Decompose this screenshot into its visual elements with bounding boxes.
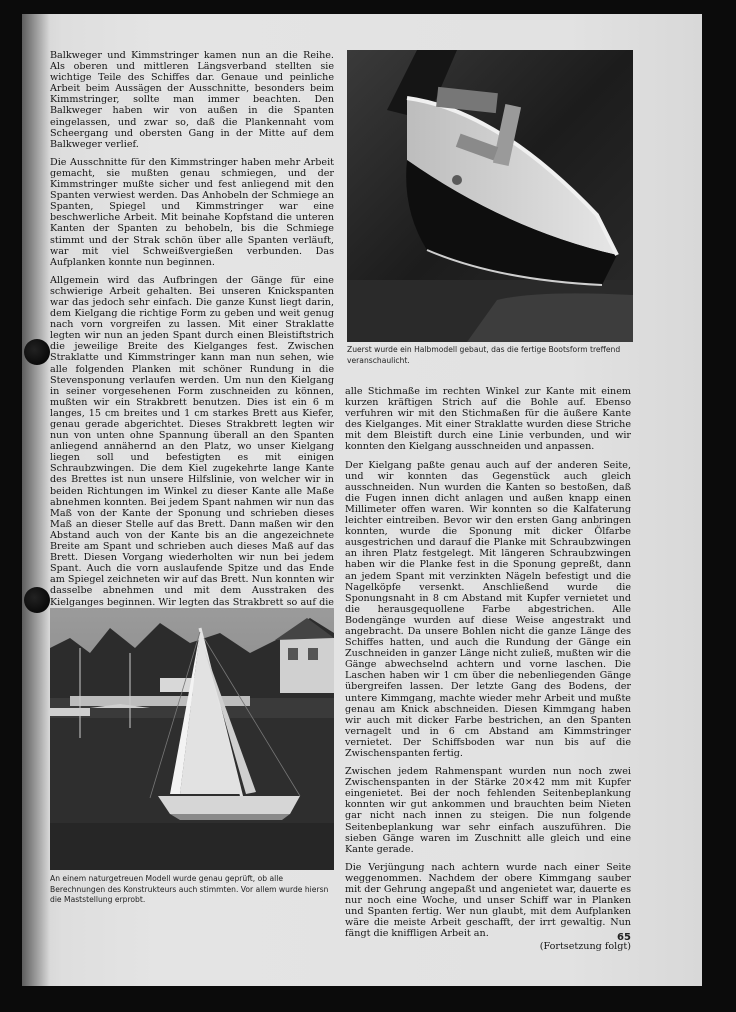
sailboat-model-image — [50, 608, 334, 870]
top-figure-caption: Zuerst wurde ein Halbmodell gebaut, das die fertige Bootsform treffend veranschaulicht. — [347, 345, 621, 365]
page-number: 65 — [617, 932, 631, 943]
paragraph: alle Stichmaße im rechten Winkel zur Kante mit einem kurzen kräftigen Strich auf die Bohle auf. Ebenso verfuhren wir mit den Stichmaßen für die äußere Kante des Kielganges. Mit einer Straklatte wurden diese Striche mit dem Bleistift durch eine Linie verbunden, und wir konnten den Kielgang ausschneiden und anpassen. — [345, 386, 631, 453]
paragraph: Allgemein wird das Aufbringen der Gänge für eine schwierige Arbeit gehalten. Bei unseren Knickspanten war das jedoch sehr einfach. Die ganze Kunst liegt darin, dem Kielgang die richtige Form zu geben und weit genug nach vorn vorgreifen zu lassen. Mit einer Straklatte legten wir nun an jeden Spant durch einen Bleistiftstrich die jeweilige Breite des Kielganges fest. Zwischen Straklatte und Kimmstringer kann man nun sehen, wie alle folgenden Planken mit schöner Rundung in die Stevensponung verlaufen werden. Um nun den Kielgang in seiner vorgesehenen Form zuschneiden zu können, mußten wir ein Strakbrett benutzen. Dies ist ein 6 m langes, 15 cm breites und 1 cm starkes Brett aus Kiefer, genau gerade abgerichtet. Dieses Strakbrett legten wir nun von unten ohne Spannung überall an den Spanten anliegend annähernd an den Platz, wo unser Kielgang liegen soll und befestigten es mit einigen Schraubzwingen. Die dem Kiel zugekehrte lange Kante des Brettes ist nun unsere Hilfslinie, von welcher wir in beiden Richtungen im Winkel zu dieser Kante alle Maße abnehmen konnten. Bei jedem Spant nahmen wir nun das Maß von der Kante der Sponung und schrieben dieses Maß an dieser Stelle auf das Brett. Dann maßen wir den Abstand auch von der Kante bis an die angezeichnete Breite am Spant und schrieben auch dieses Maß auf das Brett. Diesen Vorgang wiederholten wir nun bei jedem Spant. Auch die vorn auslaufende Spitze und das Ende am Spiegel zeichneten wir auf das Brett. Nun konnten wir dasselbe abnehmen und mit dem Ausstraken des Kielganges beginnen. Wir legten das Strakbrett so auf die — [50, 274, 334, 608]
paragraph: Die Ausschnitte für den Kimmstringer haben mehr Arbeit gemacht, sie mußten genau schmiegen, und der Kimmstringer mußte sicher und fest anliegend mit den Spanten verwiest werden. Das Anhobeln der Schmiege an Spanten, Spiegel und Kimmstringer war eine beschwerliche Arbeit. Mit beinahe Kopfstand die unteren Kanten der Spanten zu behobeln, bis die Schmiege stimmt und der Strak schön über alle Spanten verläuft, war mit viel Schweißvergießen verbunden. Das Aufplanken konnte nun beginnen. — [50, 156, 334, 268]
binder-hole — [24, 587, 50, 613]
left-text-column — [50, 50, 334, 637]
binding-shadow — [22, 14, 50, 986]
sailboat-model-photo — [50, 608, 334, 870]
paragraph: Zwischen jedem Rahmenspant wurden nun noch zwei Zwischenspanten in der Stärke 20×42 mm mit Kupfer eingenietet. Bei der noch fehlenden Seitenbeplankung konnten wir gut ankommen und brauchten beim Nieten gar nicht nach innen zu steigen. Die nun folgende Seitenbeplankung war sehr einfach auszuführen. Die sieben Gänge waren im Zuschnitt alle gleich und eine Kante gerade. — [345, 766, 631, 855]
paragraph: Die Verjüngung nach achtern wurde nach einer Seite weggenommen. Nachdem der obere Kimmgang sauber mit der Gehrung angepaßt und angenietet war, dauerte es nur noch eine Woche, und unser Schiff war in Planken und Spanten fertig. Wer nun glaubt, mit dem Aufplanken wäre die meiste Arbeit geschafft, der irrt gewaltig. Nun fängt die kniffligen Arbeit an. — [345, 861, 631, 940]
paragraph: Der Kielgang paßte genau auch auf der anderen Seite, und wir konnten das Gegenstück auch gleich ausschneiden. Nun wurden die Kanten so bestoßen, daß die Fugen innen dicht anlagen und außen knapp einen Millimeter offen waren. Wir konnten so die Kalfaterung leichter eintreiben. Bevor wir den ersten Gang anbringen konnten, wurde die Sponung mit dicker Ölfarbe ausgestrichen und darauf die Planke mit Schraubzwingen an ihren Platz festgelegt. Mit längeren Schraubzwingen haben wir die Planke fest in die Sponung gepreßt, dann an jedem Spant mit verzinkten Nägeln befestigt und die Nagelköpfe versenkt. Anschließend wurde die Sponungsnaht in 8 cm Abstand mit Kupfer vernietet und die herausgequollene Farbe abgestrichen. Alle Bodengänge wurden auf diese Weise angestrakt und angebracht. Da unsere Bohlen nicht die ganze Länge des Schiffes hatten, und auch die Rundung der Gänge ein Zuschneiden in ganzer Länge nicht zuließ, mußten wir die Gänge abwechselnd achtern und vorne laschen. Die Laschen haben wir 1 cm über die nebenliegenden Gänge übergreifen lassen. Der letzte Gang des Bodens, der untere Kimmgang, machte wieder mehr Arbeit und mußte genau am Knick abschneiden. Diesen Kimmgang haben wir auch mit dicker Farbe bestrichen, an den Spanten vernagelt und in 6 cm Abstand am Kimmstringer vernietet. Der Schiffsboden war nun bis auf die Zwischenspanten fertig. — [345, 459, 631, 759]
right-text-column — [345, 386, 631, 952]
binder-hole — [24, 339, 50, 365]
half-model-boat-image — [347, 50, 633, 342]
paragraph: Balkweger und Kimmstringer kamen nun an die Reihe. Als oberen und mittleren Längsverband stellten sie wichtige Teile des Schiffes dar. Genaue und peinliche Arbeit beim Aussägen der Ausschnitte, besonders beim Kimmstringer, sollte man immer beachten. Den Balkweger haben wir von außen in die Spanten eingelassen, und zwar so, daß die Plankennaht vom Scheergang und obersten Gang in der Mitte auf dem Balkweger verlief. — [50, 50, 334, 150]
bottom-figure-caption: An einem naturgetreuen Modell wurde genau geprüft, ob alle Berechnungen des Konstrukteurs auch stimmten. Vor allem wurde hiersn die Maststellung erprobt. — [50, 874, 329, 904]
continuation-note: (Fortsetzung folgt) — [539, 940, 631, 952]
magazine-page — [22, 14, 702, 986]
half-model-photo — [347, 50, 633, 342]
